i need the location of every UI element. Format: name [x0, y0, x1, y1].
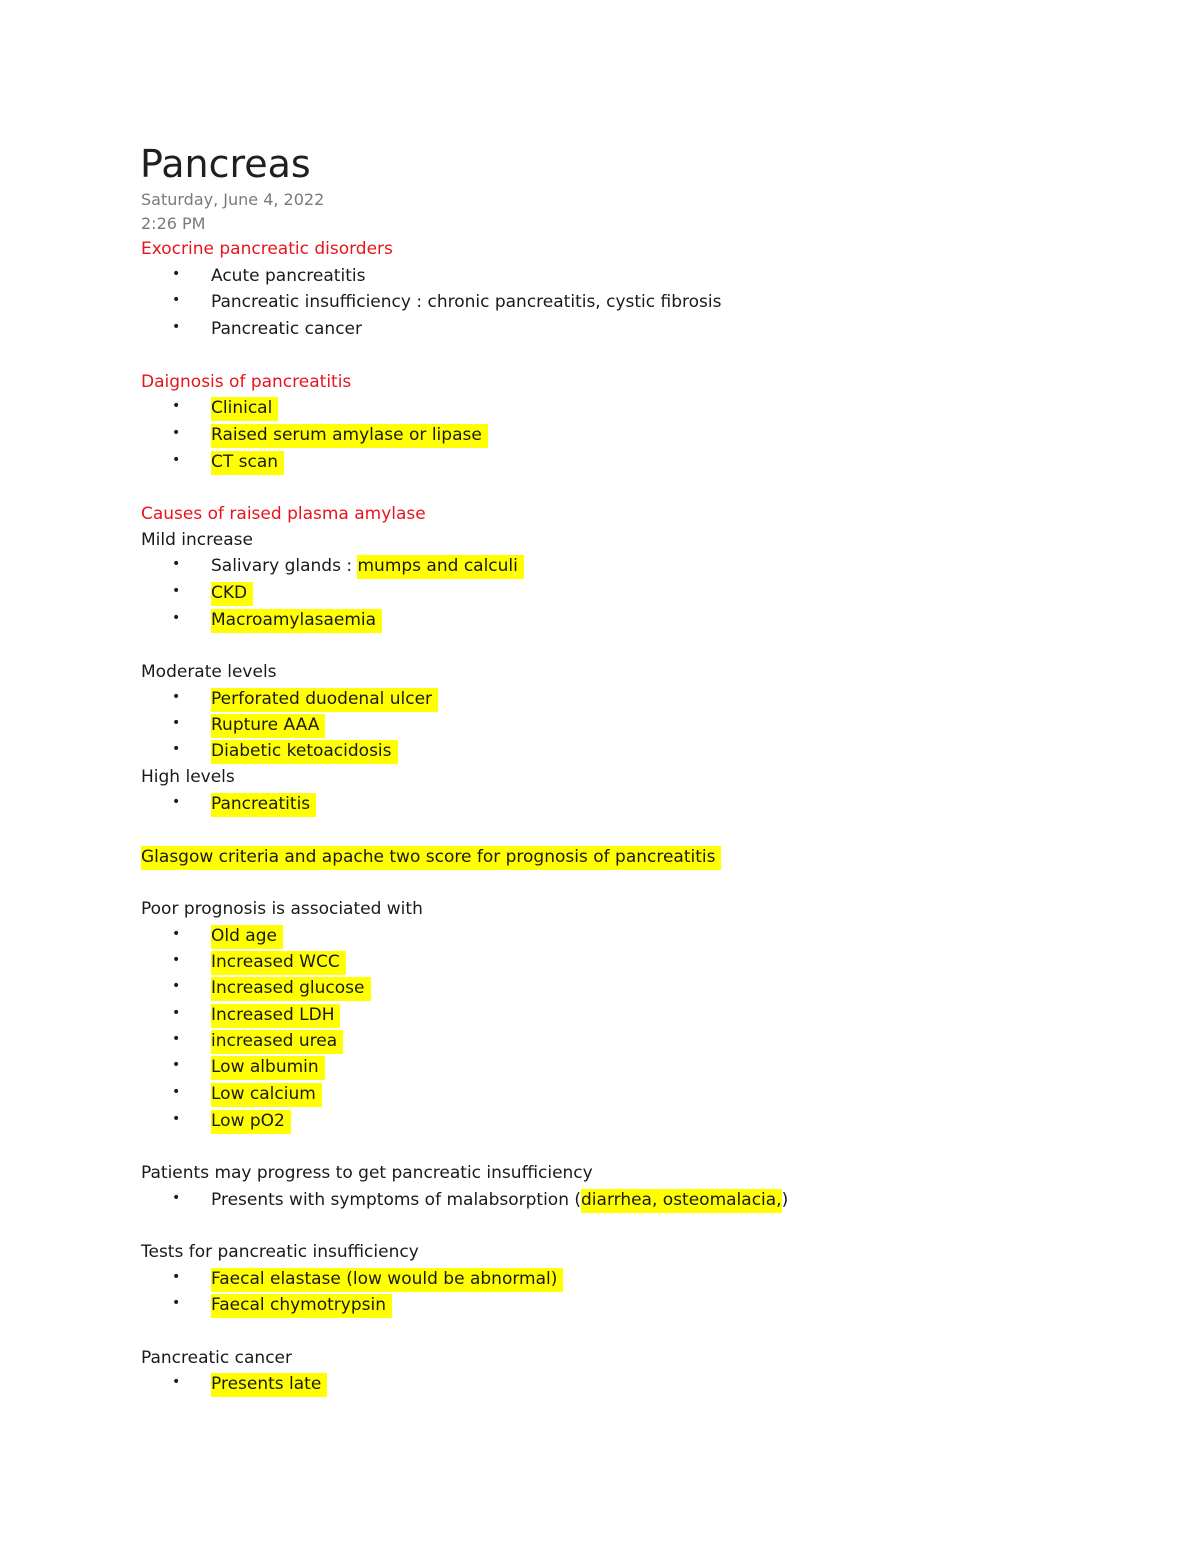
bullet-icon: •: [172, 1084, 181, 1100]
list-item: • Pancreatic insufficiency : chronic pancreatitis, cystic fibrosis: [172, 289, 721, 315]
list-item: [172, 1266, 563, 1292]
bullet-icon: •: [172, 610, 181, 626]
highlighted-text: Raised serum amylase or lipase: [211, 424, 488, 448]
bullet-icon: •: [172, 926, 181, 942]
list-item: [172, 395, 278, 421]
highlighted-text: Low calcium: [211, 1083, 322, 1107]
bullet-icon: •: [172, 978, 181, 994]
highlighted-text: mumps and calculi: [357, 555, 523, 579]
bullet-icon: •: [172, 583, 181, 599]
highlighted-text: Clinical: [211, 397, 278, 421]
bullet-icon: •: [172, 1031, 181, 1047]
list-item: [172, 686, 438, 712]
bullet-icon: •: [172, 794, 181, 810]
note-date: Saturday, June 4, 2022: [141, 190, 325, 209]
highlighted-text: Increased glucose: [211, 977, 371, 1001]
list-item: [172, 738, 398, 764]
bullet-icon: •: [172, 1295, 181, 1311]
subheading-tests: Tests for pancreatic insufficiency: [141, 1242, 419, 1262]
highlighted-text: Increased LDH: [211, 1004, 340, 1028]
list-item: [172, 1292, 392, 1318]
bullet-icon: •: [172, 1005, 181, 1021]
list-item: [172, 791, 316, 817]
bullet-icon: •: [172, 689, 181, 705]
list-item: • Presents with symptoms of malabsorption (diarrhea, osteomalacia,): [172, 1187, 788, 1213]
bullet-icon: •: [172, 1190, 181, 1206]
highlighted-text: CKD: [211, 582, 253, 606]
highlighted-text: Pancreatitis: [211, 793, 316, 817]
list-item: [172, 923, 283, 949]
highlighted-text: diarrhea, osteomalacia,: [581, 1189, 782, 1213]
highlighted-text: Increased WCC: [211, 951, 346, 975]
bullet-icon: •: [172, 266, 181, 282]
list-item: [172, 607, 382, 633]
subheading-mild: Mild increase: [141, 530, 253, 550]
list-item: • Pancreatic cancer: [172, 316, 362, 342]
list-item: [172, 1108, 291, 1134]
section-heading-diagnosis: Daignosis of pancreatitis: [141, 372, 352, 392]
list-item: [172, 580, 253, 606]
subheading-moderate: Moderate levels: [141, 662, 277, 682]
bullet-icon: •: [172, 452, 181, 468]
list-item: [172, 712, 325, 738]
list-item: [172, 1002, 340, 1028]
bullet-icon: •: [172, 1374, 181, 1390]
bullet-icon: •: [172, 425, 181, 441]
bullet-icon: •: [172, 319, 181, 335]
glasgow-criteria-line: [141, 844, 721, 870]
page-title: Pancreas: [140, 142, 311, 186]
highlighted-text: Macroamylasaemia: [211, 609, 382, 633]
bullet-icon: •: [172, 292, 181, 308]
list-item: [172, 449, 284, 475]
bullet-icon: •: [172, 1269, 181, 1285]
list-item: [172, 1028, 343, 1054]
bullet-icon: •: [172, 1057, 181, 1073]
note-time: 2:26 PM: [141, 214, 206, 233]
highlighted-text: Low pO2: [211, 1110, 291, 1134]
highlighted-text: Rupture AAA: [211, 714, 325, 738]
highlighted-text: Low albumin: [211, 1056, 325, 1080]
highlighted-text: Diabetic ketoacidosis: [211, 740, 398, 764]
highlighted-text: increased urea: [211, 1030, 343, 1054]
highlighted-text: Glasgow criteria and apache two score for prognosis of pancreatitis: [141, 846, 721, 870]
list-item: [172, 975, 371, 1001]
bullet-icon: •: [172, 1111, 181, 1127]
highlighted-text: Faecal chymotrypsin: [211, 1294, 392, 1318]
section-heading-exocrine: Exocrine pancreatic disorders: [141, 239, 393, 259]
section-heading-causes: Causes of raised plasma amylase: [141, 504, 426, 524]
subheading-prognosis: Poor prognosis is associated with: [141, 899, 423, 919]
list-item: • Salivary glands : mumps and calculi: [172, 553, 524, 579]
bullet-icon: •: [172, 952, 181, 968]
bullet-icon: •: [172, 741, 181, 757]
highlighted-text: Old age: [211, 925, 283, 949]
subheading-high: High levels: [141, 767, 235, 787]
highlighted-text: Perforated duodenal ulcer: [211, 688, 438, 712]
highlighted-text: Presents late: [211, 1373, 327, 1397]
list-item: [172, 1081, 322, 1107]
highlighted-text: CT scan: [211, 451, 284, 475]
bullet-icon: •: [172, 556, 181, 572]
bullet-icon: •: [172, 715, 181, 731]
subheading-insufficiency: Patients may progress to get pancreatic insufficiency: [141, 1163, 593, 1183]
highlighted-text: Faecal elastase (low would be abnormal): [211, 1268, 563, 1292]
subheading-cancer: Pancreatic cancer: [141, 1348, 292, 1368]
list-item: [172, 949, 346, 975]
list-item: [172, 1054, 325, 1080]
list-item: [172, 422, 488, 448]
list-item: • Acute pancreatitis: [172, 263, 365, 289]
bullet-icon: •: [172, 398, 181, 414]
list-item: [172, 1371, 327, 1397]
